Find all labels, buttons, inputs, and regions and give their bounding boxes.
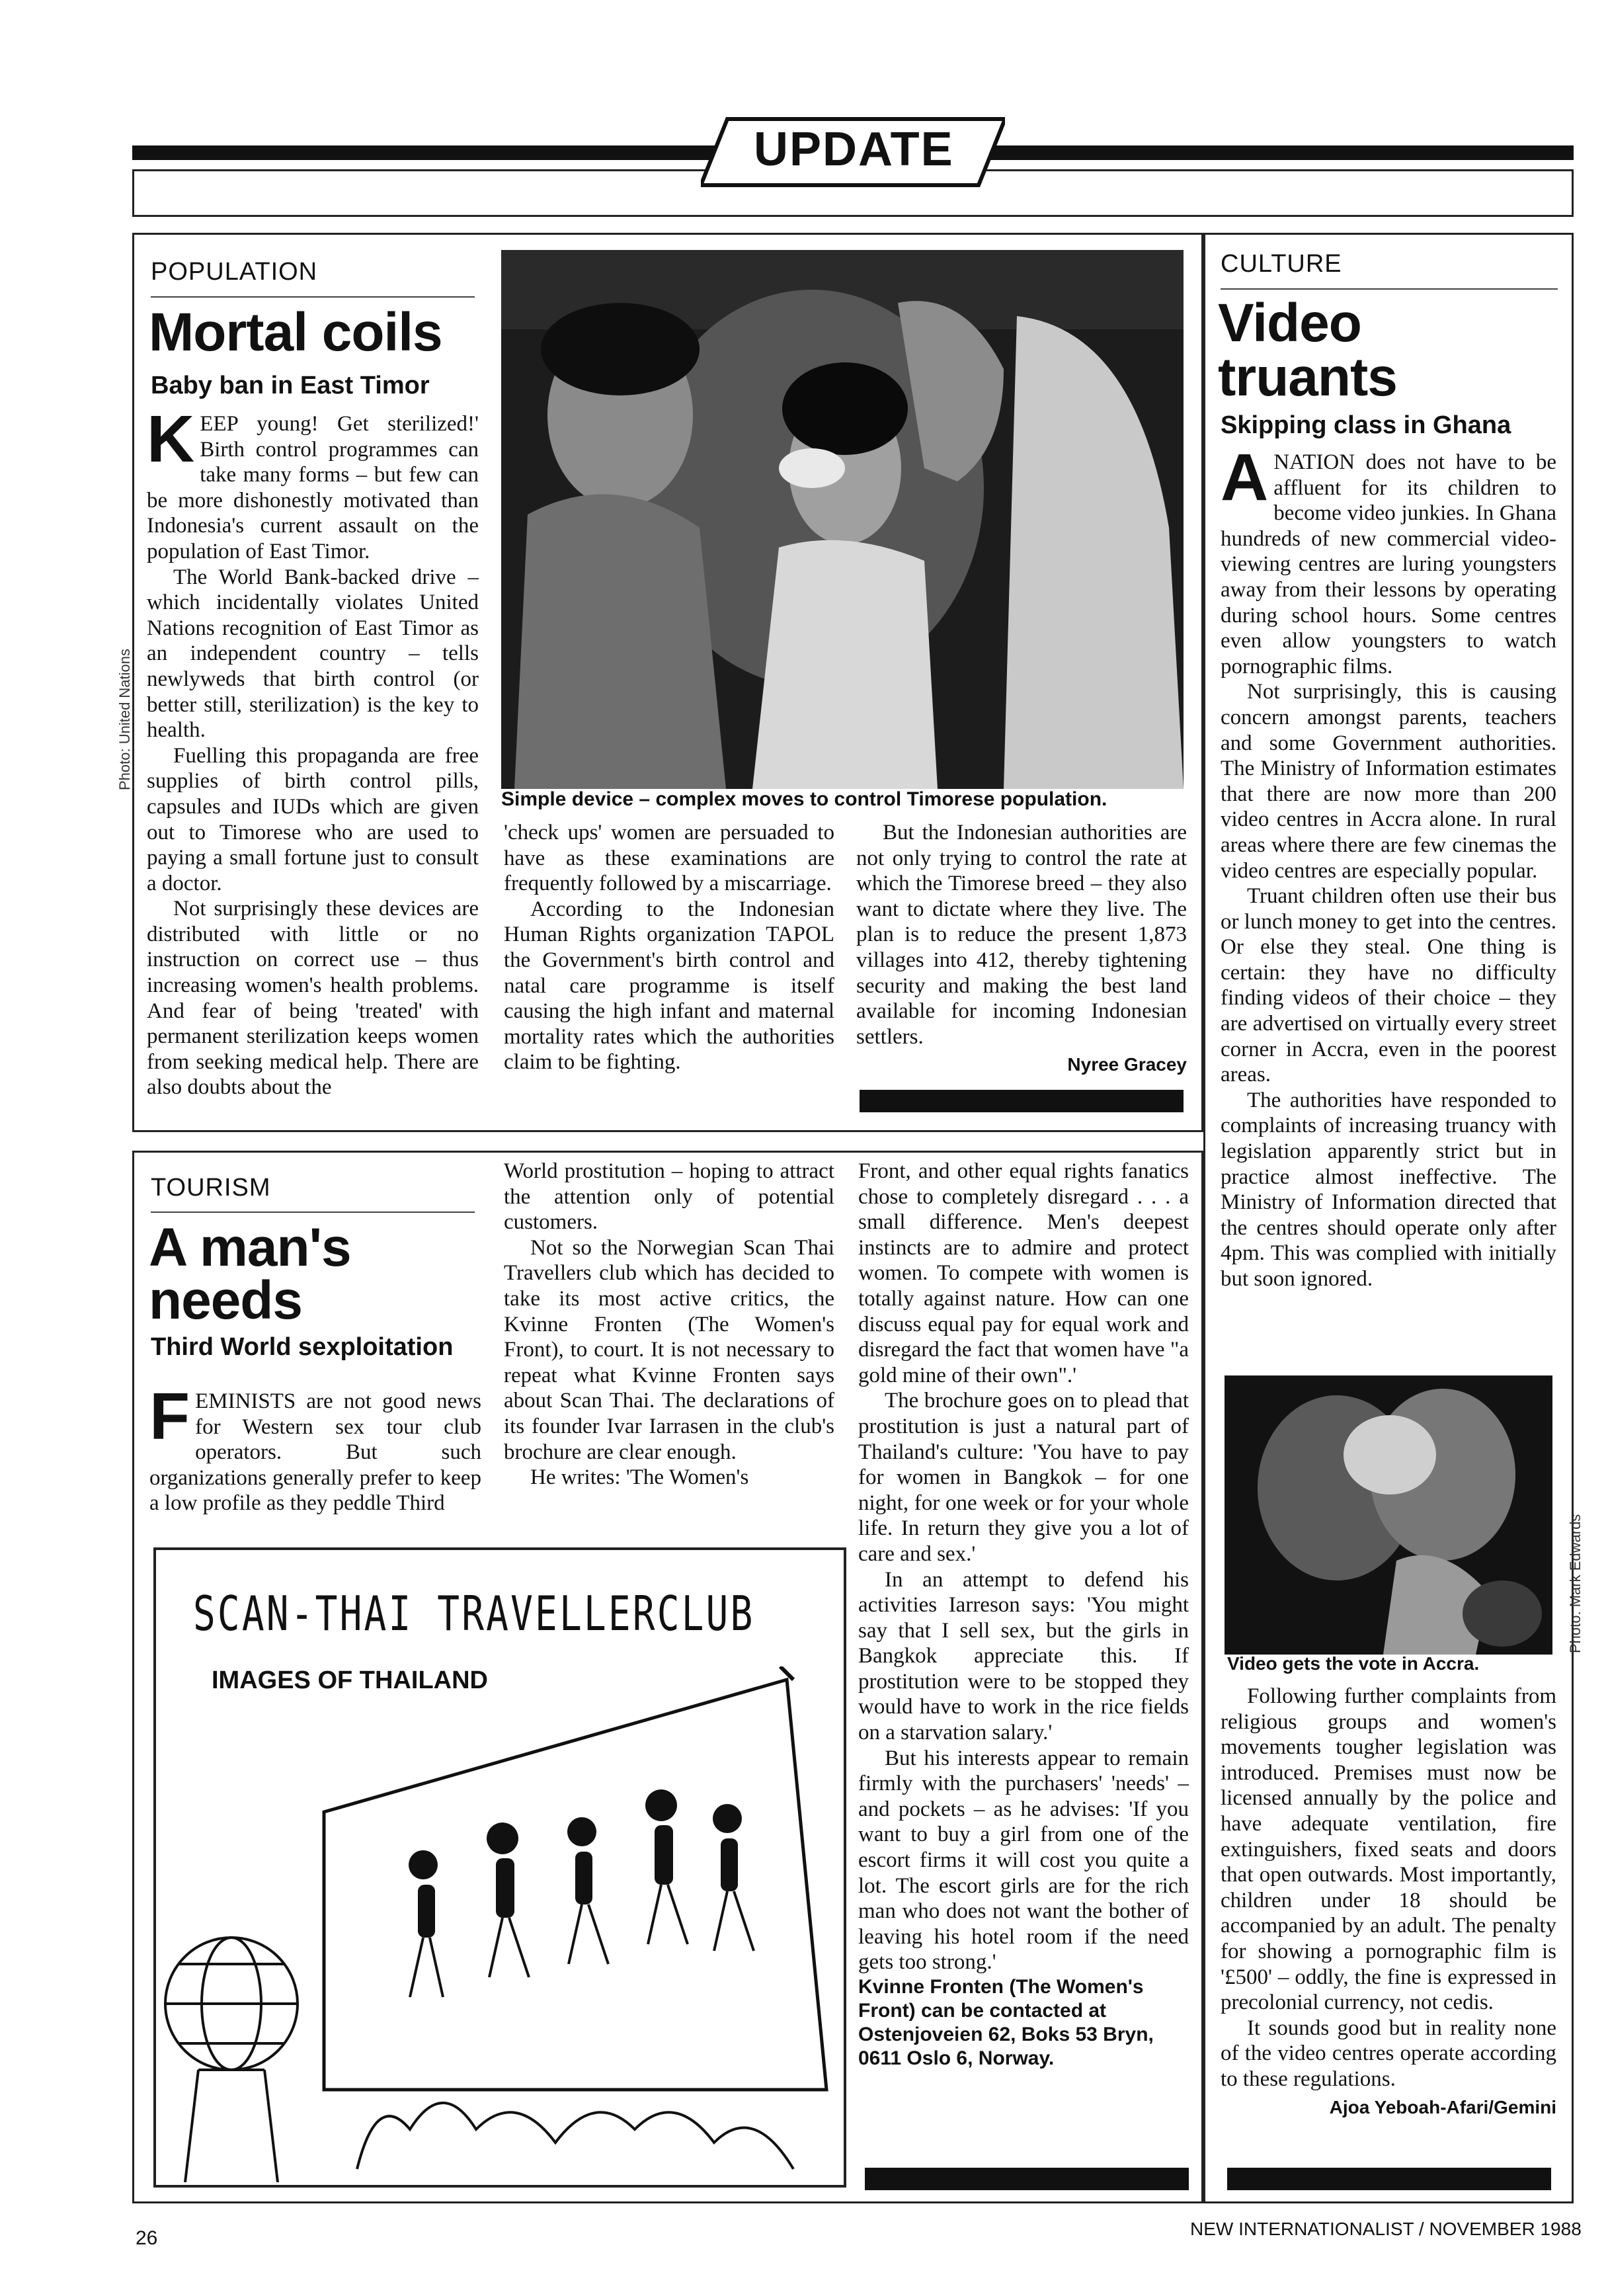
tourism-column-2: World prostitution – hoping to attract the attention only of potential customers. Not so the Norwegian Scan Thai Travellers club which has decided to take its most active critics, the Kvinne Fronten (The Women's Front), to court. It is not necessary to repeat what Kvinne Fronten says about Scan Thai. The declarations of its founder Ivar Iarrasen in the club's brochure are clear enough. He writes: 'The Women's [504, 1159, 834, 1490]
tourism-dropcap: F [149, 1379, 190, 1454]
culture-photo-credit: Photo: Mark Edwards [1567, 1514, 1584, 1653]
culture-section-rule [1221, 288, 1558, 290]
population-end-bar [860, 1090, 1184, 1112]
population-photo-caption: Simple device – complex moves to control Timorese population. [501, 788, 1107, 810]
culture-standfirst: Skipping class in Ghana [1221, 411, 1511, 439]
tourism-section-rule [151, 1211, 475, 1213]
update-section-tag [701, 116, 1005, 188]
tourism-section-label: TOURISM [151, 1174, 271, 1202]
cartoon-illustration [159, 1666, 840, 2182]
culture-column-2: Following further complaints from religious groups and women's movements tougher legislation was introduced. Premises must now be licensed annually by the police and have adequate ventilation, fire extinguishers, fixed seats and doors that open outwards. Most importantly, children under 18 should be accompanied by an adult. The penalty for showing a pornographic film is '£500' – oddly, the fine is expressed in precolonial currency, not cedis. It sounds good but in reality none of the video centres operate according to these regulations. Ajoa Yeboah-Afari/Gemini [1221, 1684, 1556, 2120]
page-number: 26 [136, 2227, 158, 2249]
population-photo-credit: Photo: United Nations [116, 648, 133, 790]
tourism-column-1: FEMINISTS are not good news for Western sex tour club operators. But such organizations generally prefer to keep a low profile as they peddle Third [149, 1379, 481, 1516]
culture-column-1: ANATION does not have to be affluent for its children to become video junkies. In Ghana hundreds of new commercial video-viewing centres are luring youngsters away from their lessons by operating during school hours. Some centres even allow youngsters to watch pornographic films. Not surprisingly, this is causing concern amongst parents, teachers and some Government authorities. The Ministry of Information estimates that there are now more than 200 video centres in Accra alone. In rural areas where there are few cinemas the video centres are especially popular. Truant children often use their bus or lunch money to get into the centres. Or else they steal. One thing is certain: they have no difficulty finding videos of their choice – they are advertised on virtually every street corner in Accra, even in the poorest areas. The authorities have responded to complaints of increasing truancy with legislation apparently strict but in practice almost ineffective. The Ministry of Information directed that the centres should operate only after 4pm. This was complied with initially but soon ignored. [1221, 440, 1556, 1291]
tourism-standfirst: Third World sexploitation [151, 1333, 454, 1361]
population-column-2: 'check ups' women are persuaded to have as these examinations are frequently followed by a miscarriage. According to the Indonesian Human Rights organization TAPOL the Government's birth control and natal care programme is itself causing the high infant and maternal mortality rates which the authorities claim to be fighting. [504, 821, 834, 1075]
population-dropcap: K [147, 402, 195, 476]
culture-dropcap: A [1221, 440, 1269, 514]
cartoon-title: SCAN-THAI TRAVELLERCLUB [193, 1586, 755, 1641]
population-headline: Mortal coils [149, 302, 442, 362]
population-section-label: POPULATION [151, 258, 318, 286]
population-column-1: KEEP young! Get sterilized!' Birth control programmes can take many forms – but few can be more dishonestly motivated than Indonesia's current assault on the population of East Timor. The World Bank-backed drive – which incidentally violates United Nations recognition of East Timor as an independent country – tells newlyweds that birth control (or better still, sterilization) is the key to health. Fuelling this propaganda are free supplies of birth control pills, capsules and IUDs which are given out to Timorese who are used to paying a small fortune just to consult a doctor. Not surprisingly these devices are distributed with little or no instruction on correct use – thus increasing women's health problems. And fear of being 'treated' with permanent sterilization keeps women from seeking medical help. There are also doubts about the [147, 402, 479, 1100]
population-section-rule [151, 296, 475, 298]
tourism-headline-line1: A man's [149, 1217, 351, 1278]
tourism-column-3: Front, and other equal rights fanatics chose to completely disregard . . . a small difference. Men's deepest instincts are to admire and protect women. To compete with women is totally against nature. How can one discuss equal pay for equal work and disregard the fact that women have "a gold mine of their own".' The brochure goes on to plead that prostitution is just a natural part of Thailand's culture: 'You have to pay for women in Bangkok – for one night, for one week or for your whole life. In return they give you a lot of care and sex.' In an attempt to defend his activities Iarreson says: 'You might say that I sell sex, but the girls in Bangkok appreciate this. If prostitution were to be stopped they would have to work in the rice fields on a starvation salary.' But his interests appear to remain firmly with the purchasers' 'needs' – and pockets – as he advises: 'If you want to buy a girl from one of the escort firms it will cost you quite a lot. The escort girls are for the rich man who does not want the bother of leaving his hotel room if the need gets too strong.' Kvinne Fronten (The Women's Front) can be contacted at Ostenjoveien 62, Boks 53 Bryn, 0611 Oslo 6, Norway. [858, 1159, 1189, 2069]
population-byline: Nyree Gracey [1067, 1054, 1187, 1075]
culture-headline-line2: truants [1218, 347, 1397, 407]
culture-byline: Ajoa Yeboah-Afari/Gemini [1329, 2096, 1556, 2117]
culture-photo [1225, 1375, 1552, 1655]
update-label: UPDATE [754, 123, 954, 176]
culture-section-label: CULTURE [1221, 250, 1342, 278]
population-standfirst: Baby ban in East Timor [151, 372, 430, 399]
culture-end-bar [1227, 2168, 1551, 2190]
population-photo [501, 250, 1184, 789]
culture-photo-caption: Video gets the vote in Accra. [1227, 1653, 1480, 1674]
culture-headline-line1: Video [1218, 293, 1361, 353]
cartoon-subtitle: IMAGES OF THAILAND [212, 1666, 488, 1694]
tourism-end-bar [865, 2168, 1189, 2190]
tourism-contact-info: Kvinne Fronten (The Women's Front) can be contacted at Ostenjoveien 62, Boks 53 Bryn, 0611 Oslo 6, Norway. [858, 1976, 1154, 2069]
publication-footer: NEW INTERNATIONALIST / NOVEMBER 1988 [1190, 2219, 1582, 2239]
population-column-3: But the Indonesian authorities are not only trying to control the rate at which the Timorese breed – they also want to dictate where they live. The plan is to reduce the present 1,873 villages into 412, thereby tightening security and making the best land available for incoming Indonesian settlers. Nyree Gracey [856, 820, 1187, 1078]
tourism-headline-line2: needs [149, 1270, 302, 1331]
